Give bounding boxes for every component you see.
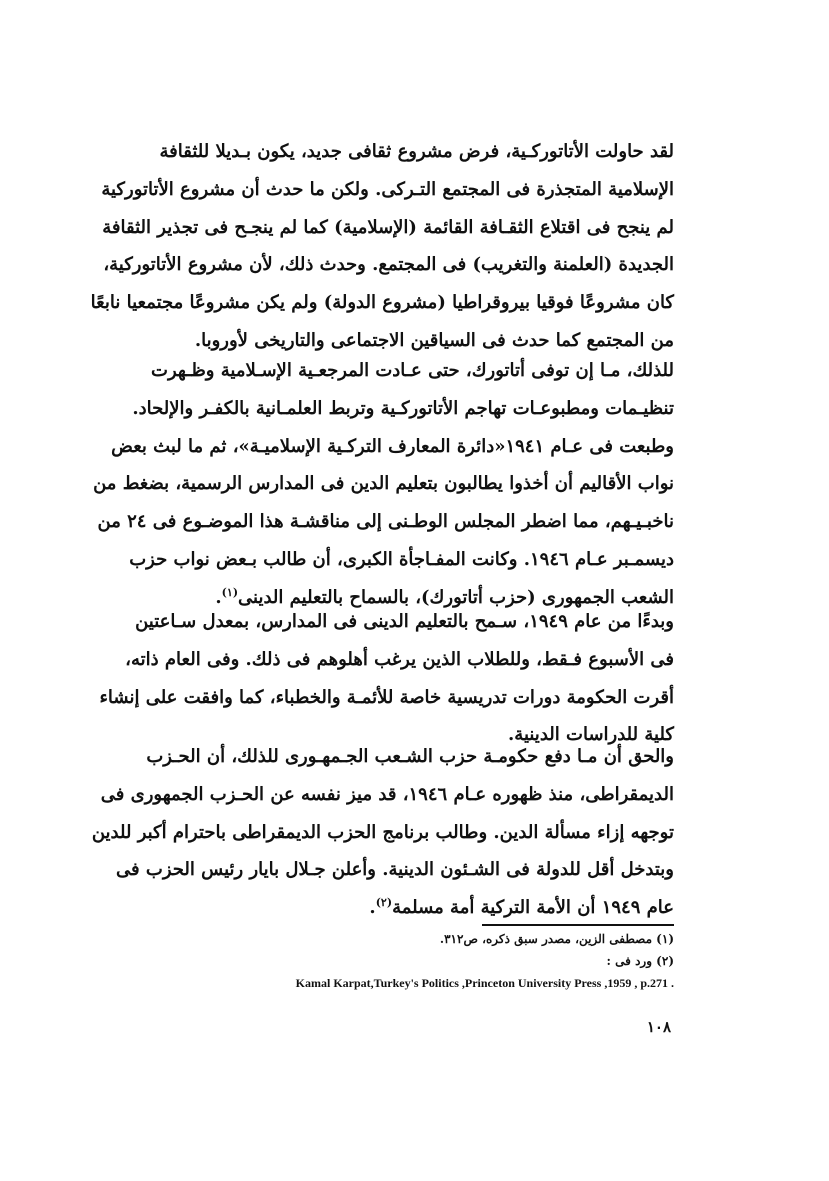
text-line: وطبعت فى عـام ١٩٤١«دائرة المعارف التركـية الإسلاميـة»، ثم ما لبث بعض [111, 435, 674, 457]
text-line: توجهه إزاء مسألة الدين. وطالب برنامج الحزب الديمقراطى باحترام أكبر للدين [91, 821, 674, 843]
text-line: من المجتمع كما حدث فى السياقين الاجتماعى والتاريخى لأوروبا. [194, 329, 674, 351]
paragraph-1 [90, 133, 674, 360]
paragraph-4 [91, 738, 674, 927]
footnote-2: (٢) ورد فى : [606, 954, 674, 968]
footnote-divider [482, 924, 674, 926]
text-line: فى الأسبوع فـقط، وللطلاب الذين يرغب أهلوهم فى ذلك. وفى العام ذاته، [125, 648, 674, 670]
text-line: ناخبـيـهم، مما اضطر المجلس الوطـنى إلى مناقشـة هذا الموضـوع فى ٢٤ من [97, 511, 674, 533]
sentence-end: . [215, 586, 222, 608]
text-line: وبدءًا من عام ١٩٤٩، سـمح بالتعليم الدينى فى المدارس، بمعدل سـاعتين [135, 611, 674, 632]
text-line: تنظيـمات ومطبوعـات تهاجم الأتاتوركـية وتربط العلمـانية بالكفـر والإلحاد. [132, 397, 674, 419]
text-line: ديسمـبر عـام ١٩٤٦. وكانت المفـاجأة الكبرى، أن طالب بـعض نواب حزب [129, 548, 674, 570]
text-line: للذلك، مـا إن توفى أتاتورك، حتى عـادت المرجعـية الإسـلامية وظـهرت [151, 360, 674, 381]
paragraph-2 [93, 352, 674, 617]
footnote-citation: Kamal Karpat,Turkey's Politics ,Princeton University Press ,1959 , p.271 . [295, 976, 674, 990]
footnote-reference[interactable]: (٢) [375, 896, 393, 910]
text-line: الإسلامية المتجذرة فى المجتمع التـركى. ولكن ما حدث أن مشروع الأتاتوركية [101, 178, 674, 200]
text-line: نواب الأقاليم أن أخذوا يطالبون بتعليم الدين فى المدارس الرسمية، بضغط من [93, 473, 674, 495]
paragraph-3 [99, 603, 674, 754]
footnote-1: (١) مصطفى الزين، مصدر سبق ذكره، ص٣١٢. [439, 932, 674, 946]
sentence-end: . [369, 897, 376, 919]
text-line: الجديدة (العلمنة والتغريب) فى المجتمع. وحدث ذلك، لأن مشروع الأتاتوركية، [103, 254, 674, 276]
text-line: كلية للدراسات الدينية. [508, 724, 674, 746]
text-line: الشعب الجمهورى (حزب أتاتورك)، بالسماح بالتعليم الدينى [238, 586, 674, 608]
text-line-with-footnote [168, 889, 674, 927]
text-line: عام ١٩٤٩ أن الأمة التركية أمة مسلمة [392, 897, 674, 919]
text-line: لم ينجح فى اقتلاع الثقـافة القائمة (الإسلامية) كما لم ينجـح فى تجذير الثقافة [102, 216, 674, 238]
text-line: كان مشروعًا فوقيا بيروقراطيا (مشروع الدولة) ولم يكن مشروعًا مجتمعيا نابعًا [90, 292, 674, 314]
page-number: ١٠٨ [646, 1018, 671, 1036]
text-line: لقد حاولت الأتاتوركـية، فرض مشروع ثقافى جديد، يكون بـديلا للثقافة [159, 141, 674, 162]
text-line: الديمقراطى، منذ ظهوره عـام ١٩٤٦، قد ميز نفسه عن الحـزب الجمهورى فى [100, 783, 674, 805]
text-line: وبتدخل أقل للدولة فى الشـئون الدينية. وأعلن جـلال بايار رئيس الحزب فى [116, 859, 674, 881]
footnote-reference[interactable]: (١) [221, 585, 239, 599]
text-line: والحق أن مـا دفع حكومـة حزب الشـعب الجـمهـورى للذلك، أن الحـزب [146, 746, 674, 767]
text-line: أقرت الحكومة دورات تدريسية خاصة للأئمـة والخطباء، كما وافقت على إنشاء [99, 686, 674, 708]
